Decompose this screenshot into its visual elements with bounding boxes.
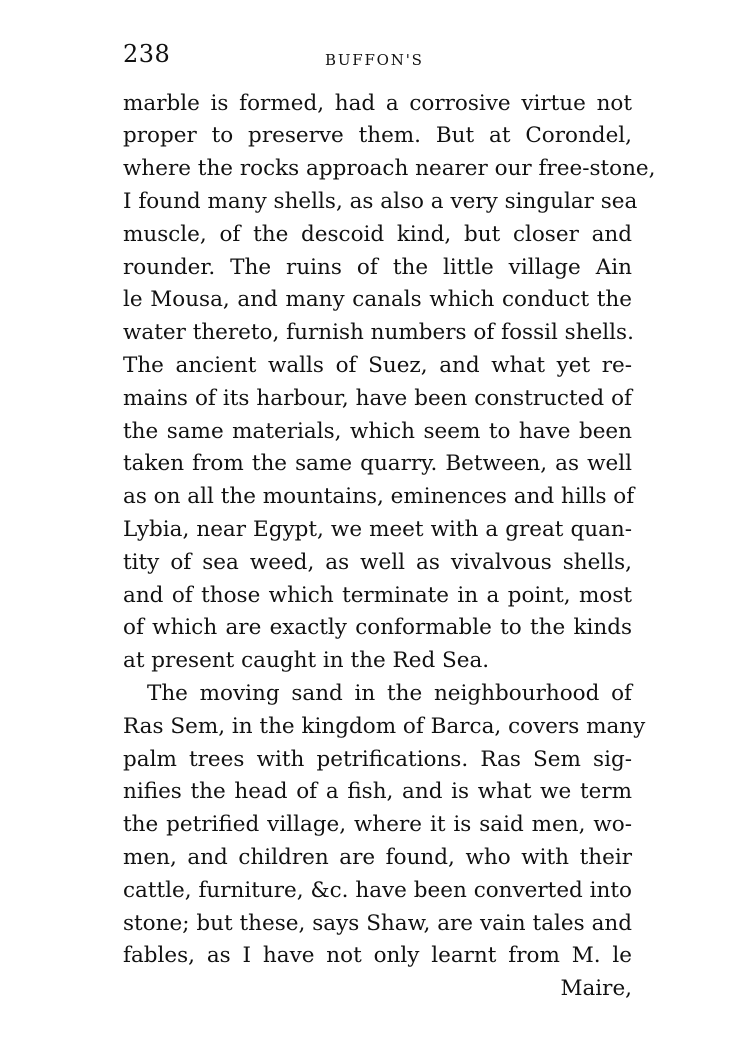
text-line: as on all the mountains, eminences and hills of [123,484,635,509]
page-number: 238 [123,40,171,68]
text-line: cattle, furniture, &c. have been converted into [123,878,632,903]
text-line: where the rocks approach nearer our free-stone, [123,156,656,181]
text-line: stone; but these, says Shaw, are vain tales and [123,911,632,936]
text-line: palm trees with petrifications. Ras Sem sig- [123,747,632,772]
text-line: of which are exactly conformable to the kinds [123,615,632,640]
text-line: men, and children are found, who with their [123,845,632,870]
text-line: the petrified village, where it is said men, wo- [123,812,632,837]
text-line: proper to preserve them. But at Corondel, [123,123,632,148]
text-line: I found many shells, as also a very singular sea [123,189,638,214]
text-line: marble is formed, had a corrosive virtue not [123,91,632,116]
text-line: le Mousa, and many canals which conduct the [123,287,632,312]
text-line: and of those which terminate in a point, most [123,583,632,608]
text-line: the same materials, which seem to have been [123,419,632,444]
running-head: BUFFON'S [325,51,424,69]
paragraph-last-line: at present caught in the Red Sea. [123,648,490,673]
text-line: taken from the same quarry. Between, as well [123,451,632,476]
text-line: fables, as I have not only learnt from M. le [123,943,632,968]
text-line: nifies the head of a fish, and is what we term [123,779,632,804]
text-line: The ancient walls of Suez, and what yet re- [123,353,632,378]
text-line: mains of its harbour, have been constructed of [123,386,632,411]
paragraph-first-line: The moving sand in the neighbourhood of [147,681,632,706]
text-line: water thereto, furnish numbers of fossil shells. [123,320,634,345]
text-line: muscle, of the descoid kind, but closer and [123,222,632,247]
text-line: Ras Sem, in the kingdom of Barca, covers many [123,714,646,739]
catchword: Maire, [560,976,632,1001]
text-line: tity of sea weed, as well as vivalvous shells, [123,550,632,575]
text-line: Lybia, near Egypt, we meet with a great quan- [123,517,632,542]
text-line: rounder. The ruins of the little village Ain [123,255,632,280]
